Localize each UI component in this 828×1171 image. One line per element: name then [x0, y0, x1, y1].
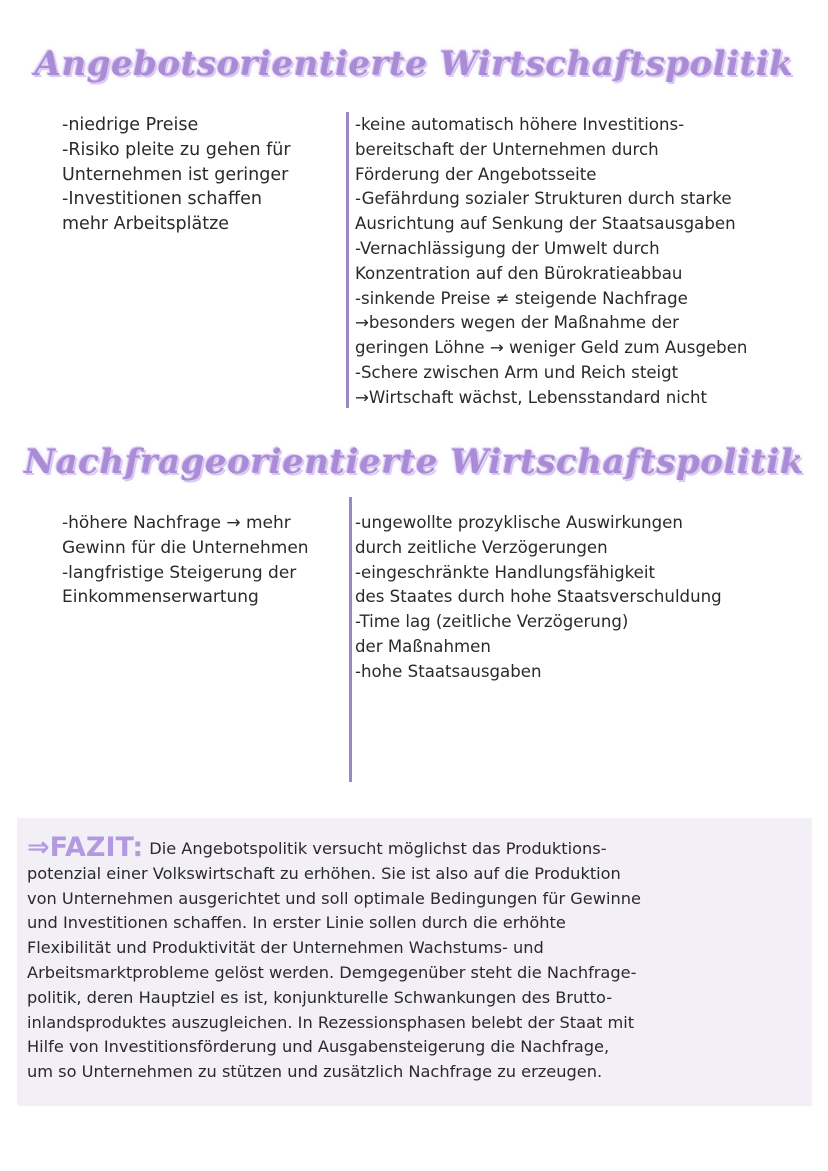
section1-cons: [355, 113, 747, 411]
list-item: Unternehmen ist geringer: [62, 164, 289, 185]
fazit-box: [17, 818, 812, 1106]
list-item: →Wirtschaft wächst, Lebensstandard nicht: [355, 387, 707, 407]
list-item: -Investitionen schaffen: [62, 189, 262, 210]
list-item: -Gefährdung sozialer Strukturen durch starke: [355, 189, 732, 209]
list-item: -langfristige Steigerung der: [62, 562, 297, 583]
section2-title: Nachfrageorientierte Wirtschaftspolitik: [24, 442, 804, 482]
list-item: geringen Löhne → weniger Geld zum Ausgeben: [355, 338, 748, 358]
list-item: Gewinn für die Unternehmen: [62, 537, 309, 558]
section1-pros: [62, 113, 291, 237]
fazit-line: politik, deren Hauptziel es ist, konjunkturelle Schwankungen des Brutto-: [27, 987, 613, 1007]
fazit-line: um so Unternehmen zu stützen und zusätzlich Nachfrage zu erzeugen.: [27, 1062, 603, 1082]
list-item: Ausrichtung auf Senkung der Staatsausgaben: [355, 214, 736, 234]
fazit-line: Arbeitsmarktprobleme gelöst werden. Demgegenüber steht die Nachfrage-: [27, 962, 637, 982]
list-item: -Risiko pleite zu gehen für: [62, 139, 291, 160]
fazit-line: Hilfe von Investitionsförderung und Ausgabensteigerung die Nachfrage,: [27, 1037, 610, 1057]
list-item: -sinkende Preise ≠ steigende Nachfrage: [355, 288, 688, 308]
fazit-label: ⇒FAZIT:: [27, 832, 144, 863]
list-item: der Maßnahmen: [355, 636, 491, 656]
list-item: Einkommenserwartung: [62, 587, 259, 608]
list-item: -hohe Staatsausgaben: [355, 661, 542, 681]
fazit-line: von Unternehmen ausgerichtet und soll optimale Bedingungen für Gewinne: [27, 888, 641, 908]
list-item: -Schere zwischen Arm und Reich steigt: [355, 362, 679, 382]
list-item: Förderung der Angebotsseite: [355, 164, 597, 184]
list-item: -niedrige Preise: [62, 115, 199, 135]
list-item: -eingeschränkte Handlungsfähigkeit: [355, 562, 655, 582]
section1-divider: [346, 112, 349, 408]
fazit-line: inlandsproduktes auszugleichen. In Rezessionsphasen belebt der Staat mit: [27, 1012, 635, 1032]
section2-divider: [349, 497, 352, 782]
list-item: -höhere Nachfrage → mehr: [62, 513, 291, 533]
list-item: Konzentration auf den Bürokratieabbau: [355, 263, 683, 283]
fazit-text: [27, 832, 807, 1085]
list-item: bereitschaft der Unternehmen durch: [355, 139, 659, 159]
list-item: des Staates durch hohe Staatsverschuldung: [355, 587, 722, 607]
fazit-line: Flexibilität und Produktivität der Unternehmen Wachstums- und: [27, 938, 544, 958]
list-item: →besonders wegen der Maßnahme der: [355, 313, 679, 333]
fazit-line: und Investitionen schaffen. In erster Linie sollen durch die erhöhte: [27, 913, 566, 933]
fazit-line-text: Die Angebotspolitik versucht möglichst das Produktions-: [149, 839, 607, 858]
list-item: durch zeitliche Verzögerungen: [355, 537, 608, 557]
fazit-line: potenzial einer Volkswirtschaft zu erhöhen. Sie ist also auf die Produktion: [27, 863, 621, 883]
fazit-line: [27, 832, 807, 863]
list-item: -ungewollte prozyklische Auswirkungen: [355, 513, 683, 532]
section2-pros: [62, 511, 309, 610]
list-item: -keine automatisch höhere Investitions-: [355, 115, 685, 134]
section2-cons: [355, 511, 722, 685]
list-item: -Vernachlässigung der Umwelt durch: [355, 238, 660, 258]
section1-title: Angebotsorientierte Wirtschaftspolitik: [34, 44, 794, 84]
list-item: mehr Arbeitsplätze: [62, 214, 230, 235]
list-item: -Time lag (zeitliche Verzögerung): [355, 612, 629, 632]
